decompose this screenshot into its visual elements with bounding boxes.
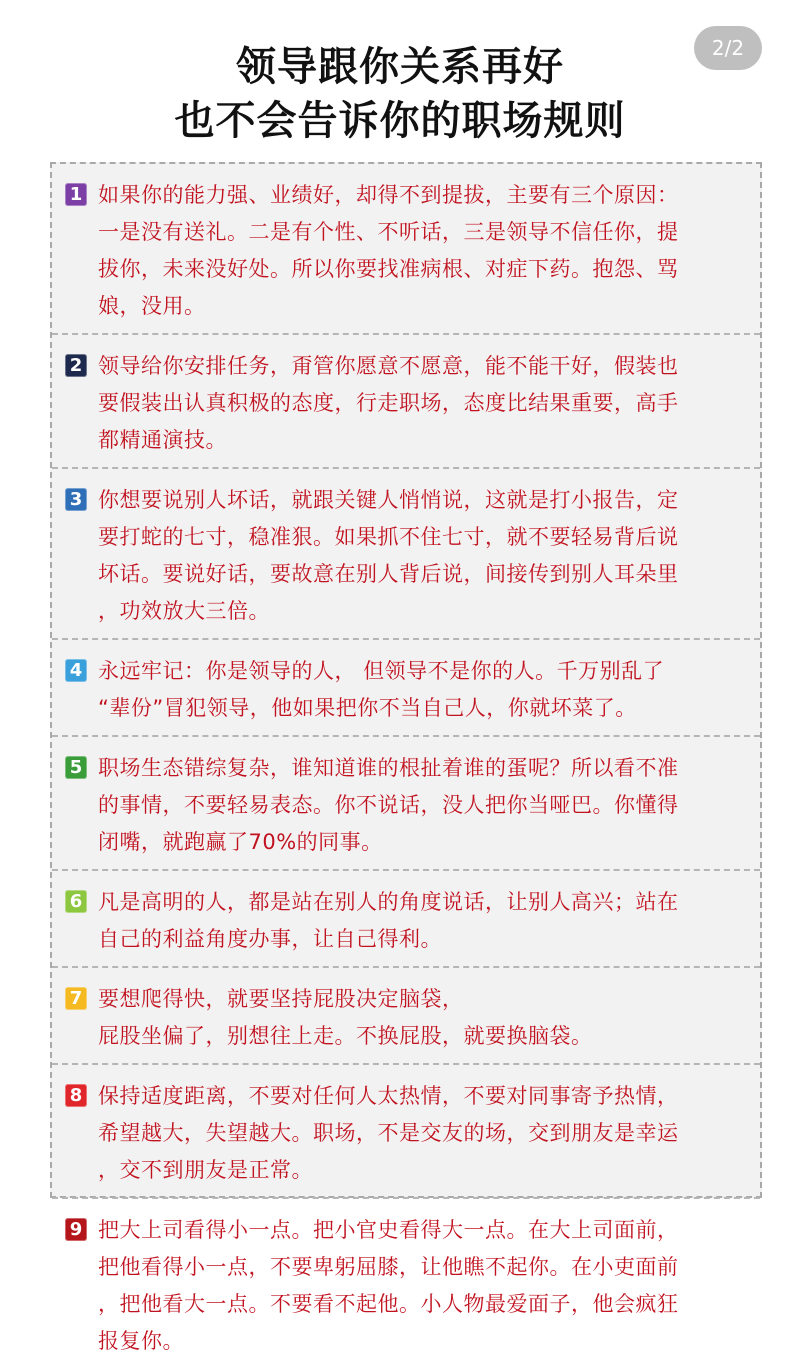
rule-item-1	[52, 164, 760, 335]
rule-number-badge: 1	[65, 183, 87, 206]
rule-number-badge: 6	[65, 890, 87, 913]
rule-number-badge: 8	[65, 1084, 87, 1107]
page-counter-badge: 2/2	[694, 26, 762, 70]
rule-text: 职场生态错综复杂，谁知道谁的根扯着谁的蛋呢？所以看不准 的事情，不要轻易表态。你不说话，没人把你当哑巴。你懂得 闭嘴，就跑赢了70%的同事。	[98, 756, 679, 854]
rule-text: 你想要说别人坏话，就跟关键人悄悄说，这就是打小报告，定 要打蛇的七寸，稳准狠。如果抓不住七寸，就不要轻易背后说 坏话。要说好话，要故意在别人背后说，间接传到别人耳朵里 ，功效放大三倍。	[98, 488, 679, 623]
rule-number-badge: 5	[65, 756, 87, 779]
page-title	[0, 40, 800, 148]
rule-text: 要想爬得快，就要坚持屁股决定脑袋， 屁股坐偏了，别想往上走。不换屁股，就要换脑袋。	[98, 987, 593, 1048]
title-line-1: 领导跟你关系再好	[236, 44, 564, 90]
rule-item-2	[52, 335, 760, 469]
rule-item-4	[52, 640, 760, 737]
title-line-2: 也不会告诉你的职场规则	[174, 98, 626, 144]
rule-number-badge: 4	[65, 659, 87, 682]
rule-text: 凡是高明的人，都是站在别人的角度说话，让别人高兴；站在 自己的利益角度办事，让自己得利。	[98, 890, 679, 951]
rule-number-badge: 7	[65, 987, 87, 1010]
rule-text: 永远牢记：你是领导的人， 但领导不是你的人。千万别乱了 “辈份”冒犯领导，他如果把你不当自己人，你就坏菜了。	[98, 659, 665, 720]
rule-item-8	[52, 1065, 760, 1199]
rule-number-badge: 2	[65, 354, 87, 377]
rule-text: 把大上司看得小一点。把小官史看得大一点。在大上司面前， 把他看得小一点，不要卑躬屈膝，让他瞧不起你。在小吏面前 ，把他看大一点。不要看不起他。小人物最爱面子，他会疯狂 报复你。	[98, 1218, 679, 1353]
rule-text: 领导给你安排任务，甭管你愿意不愿意，能不能干好，假装也 要假装出认真积极的态度，行走职场，态度比结果重要，高手 都精通演技。	[98, 354, 679, 452]
rule-item-5	[52, 737, 760, 871]
rule-text: 保持适度距离，不要对任何人太热情，不要对同事寄予热情， 希望越大，失望越大。职场，不是交友的场，交到朋友是幸运 ，交不到朋友是正常。	[98, 1084, 679, 1182]
rule-text: 如果你的能力强、业绩好，却得不到提拔，主要有三个原因： 一是没有送礼。二是有个性、不听话，三是领导不信任你，提 拔你，未来没好处。所以你要找准病根、对症下药。抱怨、骂 娘，没用。	[98, 183, 679, 318]
rule-item-6	[52, 871, 760, 968]
rule-number-badge: 3	[65, 488, 87, 511]
rules-panel	[50, 162, 762, 1353]
rules-list	[52, 164, 760, 1353]
rule-item-7	[52, 968, 760, 1065]
rule-item-3	[52, 469, 760, 640]
rule-number-badge: 9	[65, 1218, 87, 1241]
rule-item-9	[52, 1199, 760, 1370]
